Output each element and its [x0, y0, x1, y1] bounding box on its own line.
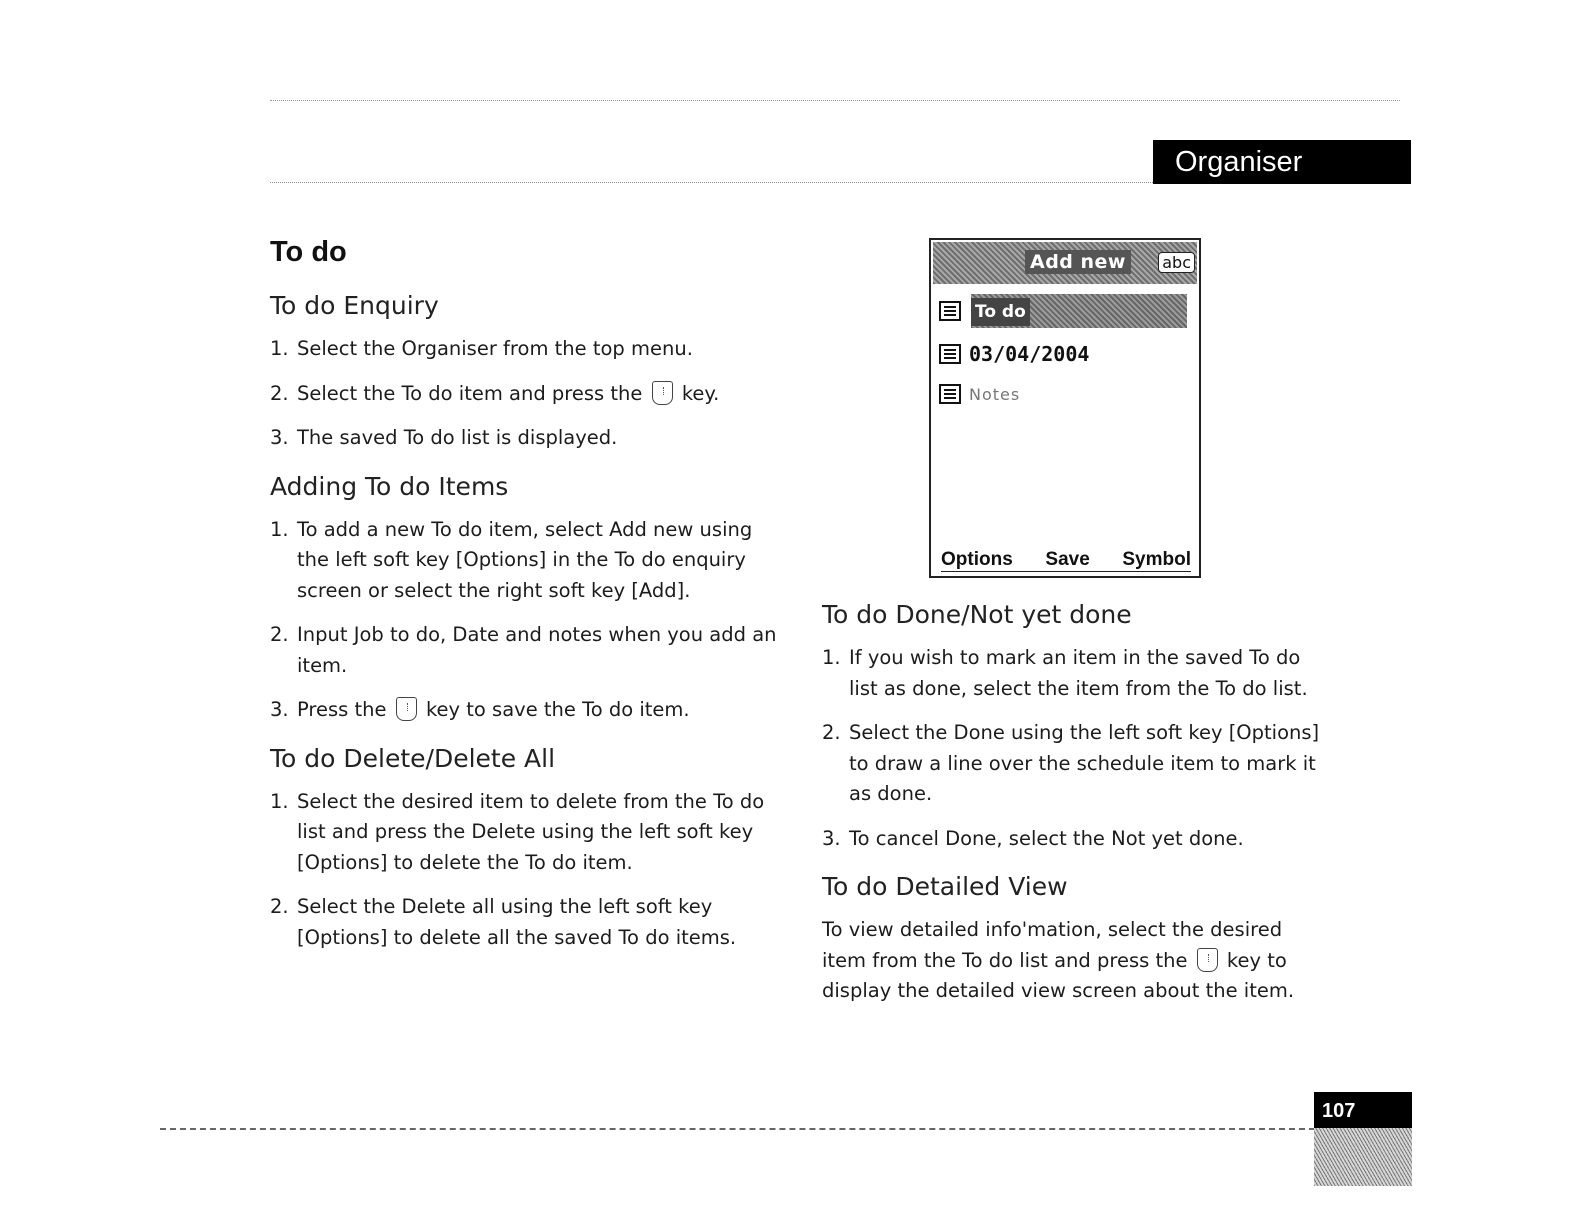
step-text: key. [681, 381, 720, 405]
list-item [270, 620, 780, 681]
list-item [270, 334, 780, 365]
soft-key-symbol[interactable]: Symbol [1122, 549, 1191, 570]
detailed-paragraph [822, 915, 1322, 1007]
list-item [270, 379, 780, 410]
list-item [270, 423, 780, 454]
step-text: Input Job to do, Date and notes when you add an item. [297, 623, 777, 677]
soft-key-options[interactable]: Options [941, 549, 1013, 570]
header-dotted-rule [270, 182, 1155, 183]
ok-key-icon [1197, 948, 1218, 972]
soft-key-save[interactable]: Save [1045, 549, 1090, 570]
step-number: 3. [270, 426, 289, 449]
calendar-date-icon [939, 344, 961, 364]
step-number: 3. [270, 698, 289, 721]
header-dotted-rule-top [270, 100, 1400, 101]
list-item [270, 515, 780, 607]
step-text: key to save the To do item. [425, 698, 690, 721]
done-heading: To do Done/Not yet done [822, 600, 1132, 629]
step-number: 2. [822, 721, 841, 744]
todo-clipboard-icon [939, 301, 961, 321]
adding-steps [270, 515, 780, 726]
page-title: To do [270, 236, 347, 268]
step-text: Select the desired item to delete from the To do list and press the Delete using the left soft key [Options] to delete the To do item. [297, 789, 765, 874]
step-text: The saved To do list is displayed. [297, 426, 618, 449]
left-column [270, 236, 780, 971]
paragraph-text: key to display the detailed view screen about the item. [822, 948, 1295, 1002]
list-item [822, 824, 1322, 855]
step-text: Select the To do item and press the [297, 381, 643, 405]
step-number: 2. [270, 381, 289, 405]
footer-dashed-rule [160, 1128, 1315, 1130]
todo-field-row [939, 295, 969, 327]
step-number: 1. [822, 646, 841, 669]
right-column [822, 600, 1322, 1007]
ok-key-icon [396, 697, 417, 721]
done-steps [822, 643, 1322, 854]
notes-field[interactable] [939, 378, 1020, 410]
step-number: 2. [270, 623, 289, 646]
todo-field-value: To do [971, 298, 1030, 326]
page-number: 107 [1314, 1092, 1412, 1128]
step-text: Select the Organiser from the top menu. [297, 337, 693, 360]
delete-heading: To do Delete/Delete All [270, 743, 556, 773]
step-text: To cancel Done, select the Not yet done. [849, 826, 1244, 850]
step-number: 3. [822, 826, 841, 850]
step-text: If you wish to mark an item in the saved To do list as done, select the item from the To do list. [849, 646, 1308, 700]
list-item [270, 787, 780, 879]
list-item [270, 695, 780, 726]
soft-key-bar [941, 541, 1191, 572]
step-number: 1. [270, 517, 289, 541]
section-tab: Organiser [1153, 140, 1411, 184]
enquiry-heading: To do Enquiry [270, 291, 439, 320]
delete-steps [270, 787, 780, 954]
phone-screen [929, 238, 1201, 578]
date-field[interactable] [939, 338, 1089, 370]
paragraph-text: To view detailed info'mation, select the desired item from the To do list and press the [822, 918, 1283, 972]
input-mode-indicator: abc [1158, 252, 1195, 273]
step-number: 1. [270, 789, 289, 813]
list-item [822, 718, 1322, 810]
list-item [270, 892, 780, 953]
step-text: To add a new To do item, select Add new using the left soft key [Options] in the To do enquiry screen or select the right soft key [Add]. [297, 517, 753, 602]
phone-title-bar [933, 242, 1197, 284]
adding-heading: Adding To do Items [270, 471, 509, 501]
date-field-value: 03/04/2004 [969, 342, 1090, 366]
step-text: Select the Done using the left soft key [Options] to draw a line over the schedule item to mark it as done. [849, 721, 1320, 805]
step-text: Press the [297, 698, 387, 721]
page-edge-pattern [1314, 1128, 1412, 1186]
step-text: Select the Delete all using the left soft key [Options] to delete all the saved To do items. [297, 895, 737, 949]
detailed-heading: To do Detailed View [822, 872, 1068, 901]
ok-key-icon [652, 381, 673, 405]
phone-title: Add new [1025, 250, 1131, 274]
notes-field-placeholder: Notes [969, 384, 1021, 404]
step-number: 1. [270, 337, 289, 360]
todo-field[interactable] [971, 294, 1187, 328]
list-item [822, 643, 1322, 704]
step-number: 2. [270, 895, 289, 918]
enquiry-steps [270, 334, 780, 454]
notes-pad-icon [939, 384, 961, 404]
